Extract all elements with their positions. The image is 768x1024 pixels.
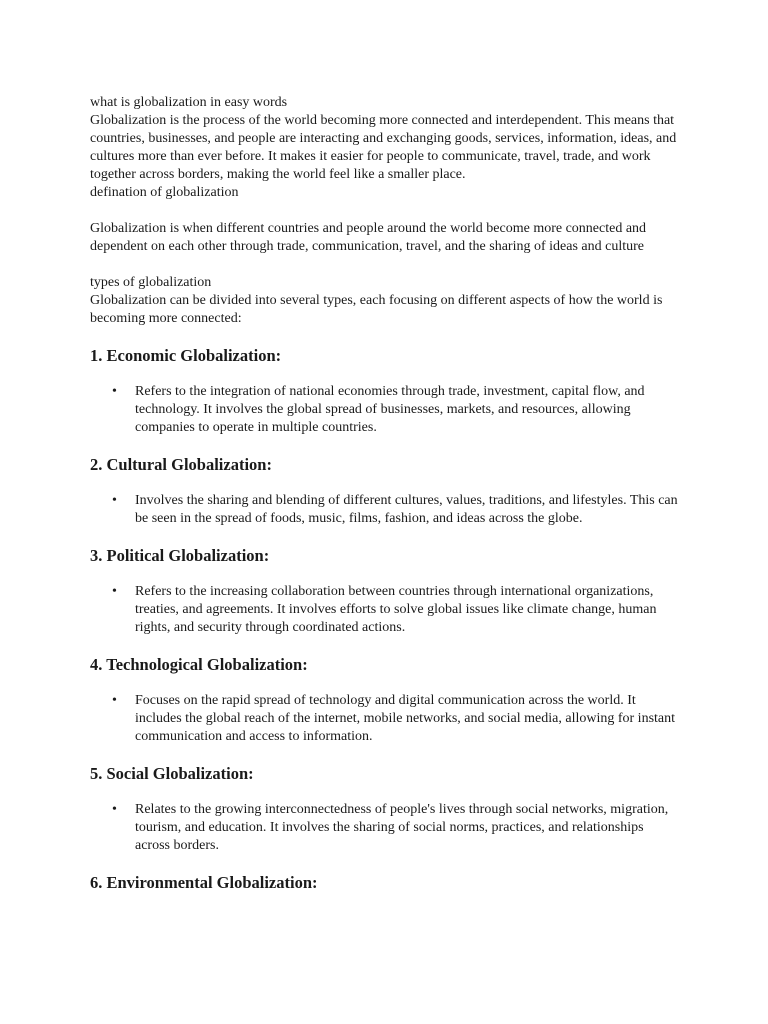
list-item bbox=[90, 801, 682, 855]
bullet-text: Refers to the increasing collaboration between countries through international organizations, treaties, and agreements. It involves efforts to solve global issues like climate change, human rights, and security through coordinated actions. bbox=[135, 584, 657, 635]
section-heading: 3. Political Globalization: bbox=[90, 546, 270, 565]
bullet-icon: • bbox=[112, 584, 117, 599]
bullet-icon: • bbox=[112, 493, 117, 508]
list-item bbox=[90, 692, 682, 746]
bullet-text: Involves the sharing and blending of different cultures, values, traditions, and lifestyles. This can be seen in the spread of foods, music, films, fashion, and ideas across the globe. bbox=[135, 493, 678, 526]
section-heading: 6. Environmental Globalization: bbox=[90, 873, 318, 892]
bullet-icon: • bbox=[112, 693, 117, 708]
blank-line bbox=[90, 202, 682, 220]
list-item bbox=[90, 383, 682, 437]
types-heading: types of globalization bbox=[90, 275, 212, 290]
bullet-list bbox=[90, 692, 682, 746]
document-page bbox=[90, 94, 682, 893]
bullet-text: Focuses on the rapid spread of technology and digital communication across the world. It includes the global reach of the internet, mobile networks, and social media, allowing for instant communication and access to information. bbox=[135, 693, 676, 744]
bullet-text: Refers to the integration of national economies through trade, investment, capital flow, and technology. It involves the global spread of businesses, markets, and resources, allowing companies to operate in multiple countries. bbox=[135, 384, 645, 435]
bullet-list bbox=[90, 492, 682, 528]
section-heading: 5. Social Globalization: bbox=[90, 764, 254, 783]
definition-heading: defination of globalization bbox=[90, 185, 239, 200]
intro-answer: Globalization is the process of the world becoming more connected and interdependent. This means that countries, businesses, and people are interacting and exchanging goods, services, information, ideas, and cultures more than ever before. It makes it easier for people to communicate, travel, trade, and work together across borders, making the world feel like a smaller place. bbox=[90, 113, 677, 182]
bullet-list bbox=[90, 801, 682, 855]
list-item bbox=[90, 492, 682, 528]
section-heading: 2. Cultural Globalization: bbox=[90, 455, 272, 474]
intro-question: what is globalization in easy words bbox=[90, 95, 288, 110]
bullet-icon: • bbox=[112, 384, 117, 399]
definition-text: Globalization is when different countries and people around the world become more connected and dependent on each other through trade, communication, travel, and the sharing of ideas and culture bbox=[90, 221, 647, 254]
bullet-icon: • bbox=[112, 802, 117, 817]
section-heading: 1. Economic Globalization: bbox=[90, 346, 282, 365]
blank-line bbox=[90, 256, 682, 274]
list-item bbox=[90, 583, 682, 637]
bullet-text: Relates to the growing interconnectedness of people's lives through social networks, migration, tourism, and education. It involves the sharing of social norms, practices, and relationships across borders. bbox=[135, 802, 669, 853]
bullet-list bbox=[90, 383, 682, 437]
types-text: Globalization can be divided into several types, each focusing on different aspects of how the world is becoming more connected: bbox=[90, 293, 663, 326]
bullet-list bbox=[90, 583, 682, 637]
section-heading: 4. Technological Globalization: bbox=[90, 655, 308, 674]
